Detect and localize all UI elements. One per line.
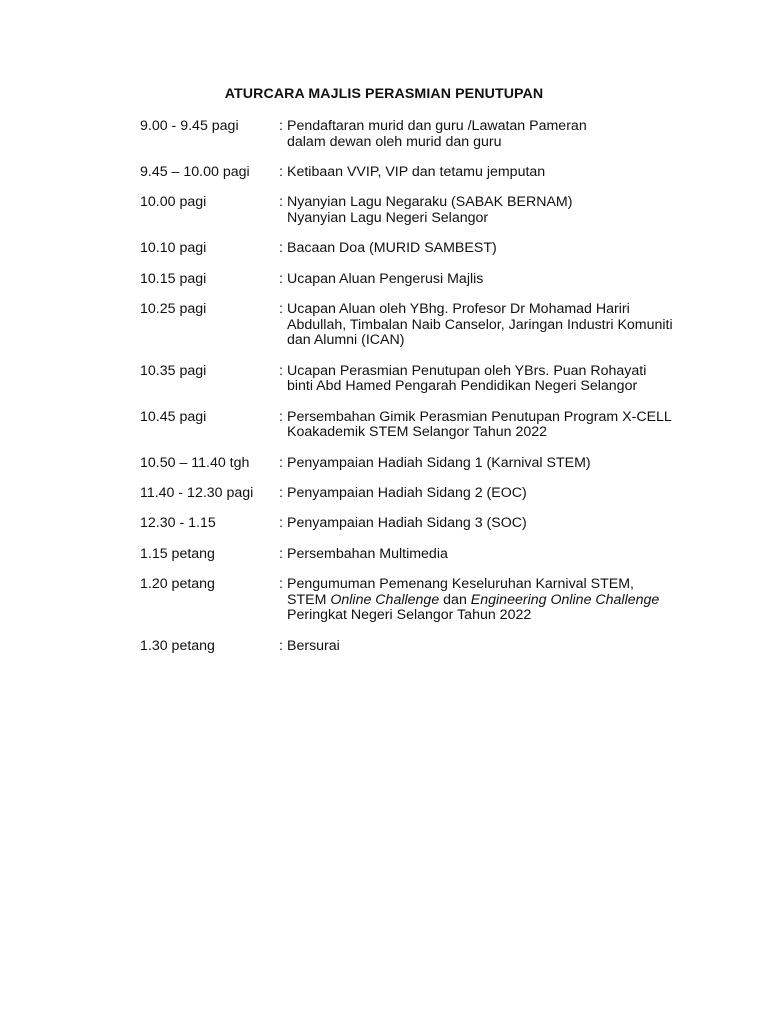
separator-colon: : bbox=[279, 270, 283, 287]
agenda-row bbox=[140, 516, 700, 532]
agenda-text-segment: STEM bbox=[287, 591, 331, 608]
agenda-line: Ketibaan VVIP, VIP dan tetamu jemputan bbox=[287, 163, 546, 180]
agenda-time: 1.15 petang bbox=[140, 545, 215, 562]
agenda-row bbox=[140, 241, 700, 257]
agenda-time: 9.45 – 10.00 pagi bbox=[140, 163, 250, 180]
agenda-time: 10.10 pagi bbox=[140, 240, 207, 257]
agenda-time: 12.30 - 1.15 bbox=[140, 515, 216, 532]
agenda-line: Persembahan Gimik Perasmian Penutupan Program X-CELL bbox=[287, 408, 672, 425]
agenda-description bbox=[287, 364, 700, 395]
agenda-row bbox=[140, 119, 700, 150]
agenda-description bbox=[287, 486, 700, 502]
separator-colon: : bbox=[279, 118, 283, 134]
agenda-row bbox=[140, 302, 700, 349]
agenda-text-italic: Online Challenge bbox=[330, 591, 440, 608]
agenda-description bbox=[287, 547, 700, 563]
agenda-row bbox=[140, 364, 700, 395]
agenda-time: 10.25 pagi bbox=[140, 301, 207, 318]
agenda-row bbox=[140, 195, 700, 226]
agenda-description bbox=[287, 577, 700, 624]
separator-colon: : bbox=[279, 545, 283, 562]
page-title: ATURCARA MAJLIS PERASMIAN PENUTUPAN bbox=[224, 86, 544, 102]
agenda-time: 10.00 pagi bbox=[140, 194, 207, 211]
agenda-time: 10.45 pagi bbox=[140, 408, 207, 425]
agenda-row bbox=[140, 577, 700, 624]
agenda-description bbox=[287, 639, 700, 655]
separator-colon: : bbox=[279, 637, 283, 654]
agenda-text-italic: Engineering Online Challenge bbox=[470, 591, 660, 608]
agenda-row bbox=[140, 165, 700, 181]
agenda-line: Abdullah, Timbalan Naib Canselor, Jaringan Industri Komuniti bbox=[287, 316, 673, 333]
agenda-row bbox=[140, 272, 700, 288]
agenda-line: Ucapan Perasmian Penutupan oleh YBrs. Puan Rohayati bbox=[287, 362, 647, 379]
agenda-line: Penyampaian Hadiah Sidang 2 (EOC) bbox=[287, 485, 527, 502]
agenda-row bbox=[140, 486, 700, 502]
agenda-description bbox=[287, 410, 700, 441]
separator-colon: : bbox=[279, 576, 283, 593]
agenda-time: 10.50 – 11.40 tgh bbox=[140, 454, 250, 471]
agenda-line-mixed bbox=[287, 593, 700, 609]
agenda-description bbox=[287, 516, 700, 532]
separator-colon: : bbox=[279, 408, 283, 425]
agenda-time: 9.00 - 9.45 pagi bbox=[140, 118, 239, 134]
agenda-description bbox=[287, 195, 700, 226]
agenda-time: 1.20 petang bbox=[140, 576, 215, 593]
agenda-row bbox=[140, 639, 700, 655]
agenda-description bbox=[287, 272, 700, 288]
agenda-time: 11.40 - 12.30 pagi bbox=[140, 485, 254, 502]
agenda-line: Bacaan Doa (MURID SAMBEST) bbox=[287, 240, 497, 257]
agenda-line: Penyampaian Hadiah Sidang 3 (SOC) bbox=[287, 515, 527, 532]
agenda-line: Ucapan Aluan oleh YBhg. Profesor Dr Mohamad Hariri bbox=[287, 301, 630, 318]
agenda-description bbox=[287, 241, 700, 257]
separator-colon: : bbox=[279, 485, 283, 502]
agenda-row bbox=[140, 456, 700, 472]
agenda-row bbox=[140, 410, 700, 441]
separator-colon: : bbox=[279, 194, 283, 211]
agenda-time: 1.30 petang bbox=[140, 637, 215, 654]
separator-colon: : bbox=[279, 362, 283, 379]
agenda-time: 10.15 pagi bbox=[140, 270, 207, 287]
agenda-line: dan Alumni (ICAN) bbox=[287, 332, 405, 349]
agenda-description bbox=[287, 456, 700, 472]
agenda-line: Penyampaian Hadiah Sidang 1 (Karnival STEM) bbox=[287, 454, 591, 471]
agenda-line: binti Abd Hamed Pengarah Pendidikan Negeri Selangor bbox=[287, 378, 638, 395]
separator-colon: : bbox=[279, 240, 283, 257]
agenda-description bbox=[287, 165, 700, 181]
agenda-row bbox=[140, 547, 700, 563]
separator-colon: : bbox=[279, 163, 283, 180]
agenda-line: Pendaftaran murid dan guru /Lawatan Pameran bbox=[287, 118, 587, 134]
agenda-line: Nyanyian Lagu Negeri Selangor bbox=[287, 209, 489, 226]
separator-colon: : bbox=[279, 301, 283, 318]
agenda-description bbox=[287, 119, 700, 150]
agenda-line: Pengumuman Pemenang Keseluruhan Karnival STEM, bbox=[287, 576, 634, 593]
agenda-time: 10.35 pagi bbox=[140, 362, 207, 379]
agenda-text-segment: dan bbox=[439, 591, 471, 608]
agenda-line: Bersurai bbox=[287, 637, 340, 654]
agenda-list bbox=[140, 119, 700, 669]
separator-colon: : bbox=[279, 515, 283, 532]
agenda-line: Ucapan Aluan Pengerusi Majlis bbox=[287, 270, 484, 287]
agenda-line: Peringkat Negeri Selangor Tahun 2022 bbox=[287, 607, 532, 624]
agenda-line: Koakademik STEM Selangor Tahun 2022 bbox=[287, 424, 548, 441]
separator-colon: : bbox=[279, 454, 283, 471]
agenda-line: dalam dewan oleh murid dan guru bbox=[287, 133, 502, 150]
agenda-line: Persembahan Multimedia bbox=[287, 545, 448, 562]
agenda-description bbox=[287, 302, 700, 349]
agenda-line: Nyanyian Lagu Negaraku (SABAK BERNAM) bbox=[287, 194, 573, 211]
